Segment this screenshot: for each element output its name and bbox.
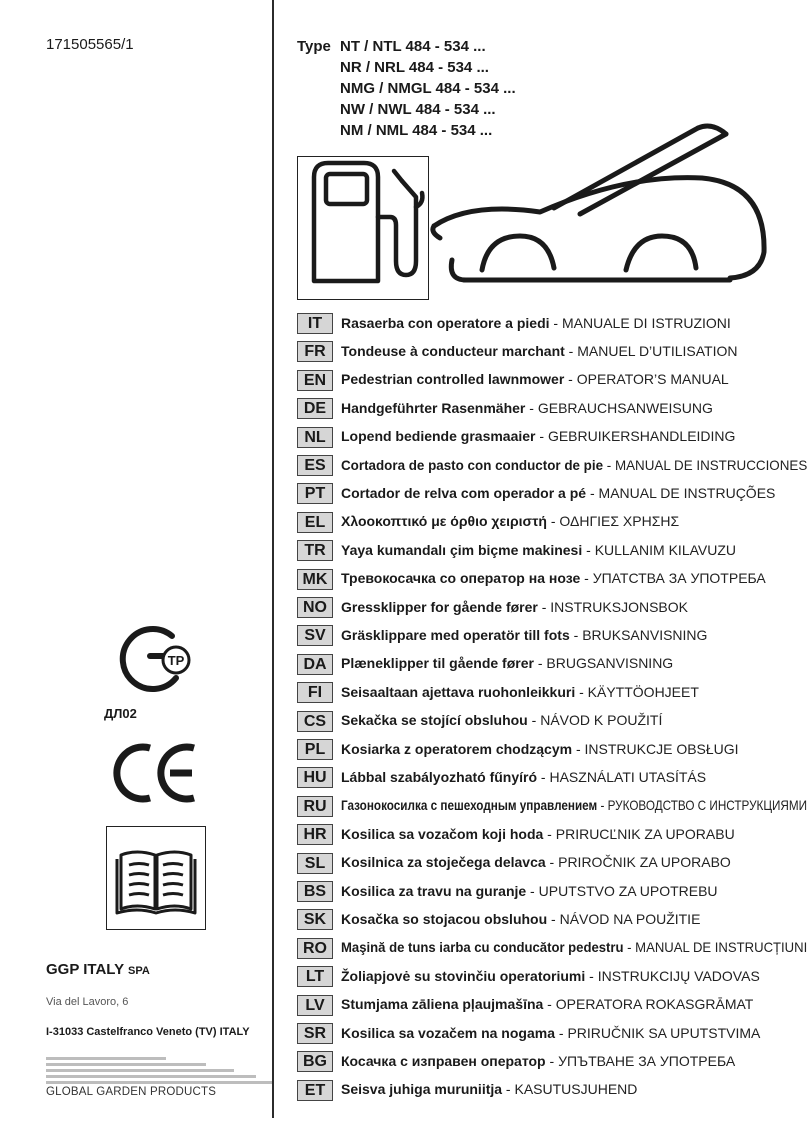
title-separator: - — [537, 598, 551, 615]
language-row-de — [297, 396, 713, 421]
language-code-badge: BS — [297, 881, 333, 902]
language-row-pl — [297, 737, 739, 762]
language-text — [341, 343, 737, 361]
language-code-badge: CS — [297, 711, 333, 732]
language-product-title: Tondeuse à conducteur marchant — [341, 342, 565, 359]
language-row-no — [297, 595, 688, 620]
title-separator: - — [537, 768, 550, 785]
title-separator: - — [554, 1024, 568, 1041]
language-manual-name: MANUAL DE INSTRUCȚIUNI — [635, 939, 808, 956]
language-text — [341, 655, 673, 673]
language-product-title: Lopend bediende grasmaaier — [341, 428, 536, 445]
language-row-hu — [297, 765, 706, 790]
title-separator: - — [502, 1081, 515, 1098]
svg-text:TP: TP — [167, 653, 185, 668]
language-product-title: Yaya kumandalı çim biçme makinesi — [341, 541, 583, 558]
title-separator: - — [545, 1052, 559, 1069]
language-code-badge: PT — [297, 483, 333, 504]
language-manual-name: MANUAL DE INSTRUÇÕES — [598, 484, 776, 501]
language-text — [341, 513, 679, 531]
vertical-divider — [272, 0, 274, 1118]
language-text — [341, 911, 700, 929]
company-suffix: SPA — [127, 965, 150, 977]
language-row-bs — [297, 879, 718, 904]
language-text — [341, 712, 662, 730]
language-row-es — [297, 453, 808, 478]
gost-code: ДЛ02 — [104, 706, 137, 721]
company-street: Via del Lavoro, 6 — [46, 996, 129, 1008]
language-manual-name: MANUALE DI ISTRUZIONI — [561, 314, 731, 331]
language-code-badge: SR — [297, 1023, 333, 1044]
language-manual-name: УПЪТВАНЕ ЗА УПОТРЕБА — [558, 1052, 736, 1069]
title-separator: - — [535, 428, 548, 445]
type-label: Type — [297, 38, 331, 55]
ce-mark-icon — [110, 742, 200, 804]
language-product-title: Kosilnica za stoječega delavca — [341, 854, 546, 871]
language-text — [341, 627, 707, 645]
language-text — [341, 400, 713, 418]
language-row-sr — [297, 1021, 760, 1046]
language-code-badge: RO — [297, 938, 333, 959]
language-product-title: Cortador de relva com operador a pé — [341, 484, 587, 501]
language-product-title: Seisva juhiga muruniitja — [341, 1081, 503, 1098]
title-separator: - — [546, 513, 560, 530]
language-code-badge: DA — [297, 654, 333, 675]
title-separator: - — [543, 996, 556, 1013]
language-code-badge: EL — [297, 512, 333, 533]
language-code-badge: HU — [297, 767, 333, 788]
language-code-badge: FI — [297, 682, 333, 703]
language-code-badge: LV — [297, 995, 333, 1016]
language-manual-name: УПАТСТВА ЗА УПОТРЕБА — [592, 570, 766, 587]
title-separator: - — [597, 797, 608, 814]
language-row-en — [297, 368, 729, 393]
language-manual-name: KULLANIM KILAVUZU — [594, 541, 737, 558]
language-code-badge: SK — [297, 909, 333, 930]
company-name-text: GGP ITALY — [46, 961, 124, 978]
language-manual-name: MANUEL D’UTILISATION — [577, 342, 738, 359]
language-text — [341, 371, 729, 389]
language-row-et — [297, 1078, 637, 1103]
language-row-el — [297, 510, 679, 535]
language-text — [341, 428, 735, 446]
language-row-it — [297, 311, 731, 336]
language-manual-name: ΟΔΗΓΙΕΣ ΧΡΗΣΗΣ — [559, 513, 680, 530]
language-product-title: Seisaaltaan ajettava ruohonleikkuri — [341, 683, 576, 700]
title-separator: - — [572, 740, 585, 757]
language-manual-name: INSTRUKCIJŲ VADOVAS — [597, 967, 760, 984]
language-product-title: Sekačka se stojící obsluhou — [341, 712, 528, 729]
language-manual-name: OPERATOR’S MANUAL — [576, 371, 729, 388]
language-text — [341, 542, 736, 560]
language-text — [341, 741, 739, 759]
language-product-title: Plæneklipper til gående fører — [341, 655, 534, 672]
language-text — [341, 315, 731, 333]
language-manual-name: KÄYTTÖOHJEET — [587, 683, 699, 700]
language-manual-name: PRIRUČNIK SA UPUTSTVIMA — [567, 1024, 761, 1041]
manual-book-icon — [106, 826, 206, 930]
language-product-title: Handgeführter Rasenmäher — [341, 399, 526, 416]
language-text — [341, 883, 718, 901]
language-row-ru — [297, 794, 808, 819]
model-line: NR / NRL 484 - 534 ... — [340, 59, 489, 76]
model-row — [297, 78, 516, 99]
language-manual-name: BRUKSANVISNING — [582, 626, 708, 643]
language-code-badge: NL — [297, 427, 333, 448]
language-row-pt — [297, 481, 775, 506]
company-city: I-31033 Castelfranco Veneto (TV) ITALY — [46, 1026, 250, 1038]
language-product-title: Тревокосачка со оператор на нозе — [341, 570, 581, 587]
language-text — [341, 684, 699, 702]
language-row-lv — [297, 993, 753, 1018]
language-row-bg — [297, 1049, 735, 1074]
title-separator: - — [582, 541, 595, 558]
language-manual-name: KASUTUSJUHEND — [514, 1081, 638, 1098]
document-code: 171505565/1 — [46, 36, 134, 53]
language-manual-name: HASZNÁLATI UTASÍTÁS — [549, 768, 707, 785]
title-separator: - — [564, 371, 577, 388]
language-manual-name: INSTRUKSJONSBOK — [550, 598, 688, 615]
title-separator: - — [547, 910, 560, 927]
language-code-badge: SL — [297, 853, 333, 874]
language-text — [341, 1025, 760, 1043]
language-manual-name: INSTRUKCJE OBSŁUGI — [584, 740, 739, 757]
language-manual-name: PRIRUCĽNIK ZA UPORABU — [555, 825, 735, 842]
language-product-title: Kosilica za travu na guranje — [341, 882, 527, 899]
language-text — [341, 797, 807, 815]
language-row-da — [297, 652, 673, 677]
brand-line: GLOBAL GARDEN PRODUCTS — [46, 1086, 217, 1098]
language-product-title: Cortadora de pasto con conductor de pie — [341, 456, 604, 473]
language-row-fr — [297, 339, 737, 364]
model-line: NM / NML 484 - 534 ... — [340, 122, 493, 139]
gost-tp-icon — [100, 620, 200, 730]
language-code-badge: PL — [297, 739, 333, 760]
language-manual-name: MANUAL DE INSTRUCCIONES — [614, 456, 808, 473]
fuel-pump-icon — [297, 156, 429, 300]
language-code-badge: BG — [297, 1051, 333, 1072]
model-row — [297, 57, 516, 78]
language-text — [341, 826, 735, 844]
title-separator: - — [569, 626, 583, 643]
language-code-badge: HR — [297, 824, 333, 845]
language-manual-name: РУКОВОДСТВО С ИНСТРУКЦИЯМИ — [607, 797, 808, 814]
language-code-badge: TR — [297, 540, 333, 561]
language-text — [341, 485, 775, 503]
language-product-title: Maşină de tuns iarba cu conducător pedestru — [341, 939, 624, 956]
language-text — [341, 769, 706, 787]
model-line: NT / NTL 484 - 534 ... — [340, 38, 486, 55]
title-separator: - — [564, 342, 578, 359]
title-separator: - — [543, 825, 556, 842]
title-separator: - — [623, 939, 636, 956]
language-product-title: Stumjama zāliena pļaujmašīna — [341, 996, 544, 1013]
language-text — [341, 599, 688, 617]
language-row-cs — [297, 709, 662, 734]
language-product-title: Lábbal szabályozható fűnyíró — [341, 768, 538, 785]
language-code-badge: ES — [297, 455, 333, 476]
lawnmower-icon — [430, 120, 775, 300]
title-separator: - — [586, 484, 599, 501]
title-separator: - — [603, 456, 615, 473]
language-product-title: Kosačka so stojacou obsluhou — [341, 910, 548, 927]
model-row — [297, 99, 516, 120]
language-manual-name: UPUTSTVO ZA UPOTREBU — [538, 882, 718, 899]
language-product-title: Žoliapjovė su stovinčiu operatoriumi — [341, 967, 586, 984]
language-manual-name: OPERATORA ROKASGRĀMAT — [555, 996, 754, 1013]
language-row-ro — [297, 936, 808, 961]
language-row-nl — [297, 425, 735, 450]
language-product-title: Χλοοκοπτικό με όρθιο χειριστή — [341, 513, 547, 530]
title-separator: - — [527, 712, 541, 729]
language-product-title: Gräsklippare med operatör till fots — [341, 626, 570, 643]
title-separator: - — [549, 314, 562, 331]
language-code-badge: EN — [297, 370, 333, 391]
brand-stripes — [46, 1051, 272, 1085]
language-row-fi — [297, 680, 699, 705]
language-manual-name: PRIROČNIK ZA UPORABO — [558, 854, 731, 871]
title-separator: - — [526, 882, 539, 899]
language-manual-name: GEBRUIKERSHANDLEIDING — [547, 428, 736, 445]
language-code-badge: LT — [297, 966, 333, 987]
language-product-title: Косачка с изправен оператор — [341, 1052, 546, 1069]
language-row-sl — [297, 851, 731, 876]
language-text — [341, 457, 807, 475]
language-product-title: Kosilica sa vozačom koji hoda — [341, 825, 544, 842]
language-text — [341, 1053, 735, 1071]
language-product-title: Gressklipper for gående fører — [341, 598, 538, 615]
model-row — [297, 36, 516, 57]
language-manual-name: NÁVOD K POUŽITÍ — [540, 712, 663, 729]
model-line: NMG / NMGL 484 - 534 ... — [340, 80, 516, 97]
language-product-title: Газонокосилка с пешеходным управлением — [341, 797, 598, 814]
language-code-badge: MK — [297, 569, 333, 590]
title-separator: - — [585, 967, 598, 984]
language-manual-name: GEBRAUCHSANWEISUNG — [537, 399, 713, 416]
language-text — [341, 854, 731, 872]
language-product-title: Rasaerba con operatore a piedi — [341, 314, 550, 331]
language-product-title: Kosilica sa vozačem na nogama — [341, 1024, 555, 1041]
language-row-sk — [297, 907, 700, 932]
language-text — [341, 570, 766, 588]
language-text — [341, 1081, 637, 1099]
language-code-badge: SV — [297, 625, 333, 646]
title-separator: - — [545, 854, 559, 871]
language-product-title: Pedestrian controlled lawnmower — [341, 371, 565, 388]
language-row-tr — [297, 538, 736, 563]
title-separator: - — [580, 570, 593, 587]
title-separator: - — [533, 655, 547, 672]
language-text — [341, 968, 760, 986]
language-code-badge: ET — [297, 1080, 333, 1101]
language-text — [341, 939, 807, 957]
language-manual-name: BRUGSANVISNING — [546, 655, 674, 672]
language-text — [341, 996, 753, 1014]
language-product-title: Kosiarka z operatorem chodzącym — [341, 740, 573, 757]
language-code-badge: DE — [297, 398, 333, 419]
language-row-hr — [297, 822, 735, 847]
language-code-badge: IT — [297, 313, 333, 334]
language-code-badge: FR — [297, 341, 333, 362]
title-separator: - — [525, 399, 538, 416]
company-name — [46, 961, 150, 978]
language-code-badge: NO — [297, 597, 333, 618]
language-row-lt — [297, 964, 760, 989]
language-manual-name: NÁVOD NA POUŽITIE — [559, 910, 701, 927]
model-line: NW / NWL 484 - 534 ... — [340, 101, 496, 118]
language-row-mk — [297, 567, 766, 592]
language-row-sv — [297, 623, 707, 648]
language-code-badge: RU — [297, 796, 333, 817]
title-separator: - — [575, 683, 588, 700]
